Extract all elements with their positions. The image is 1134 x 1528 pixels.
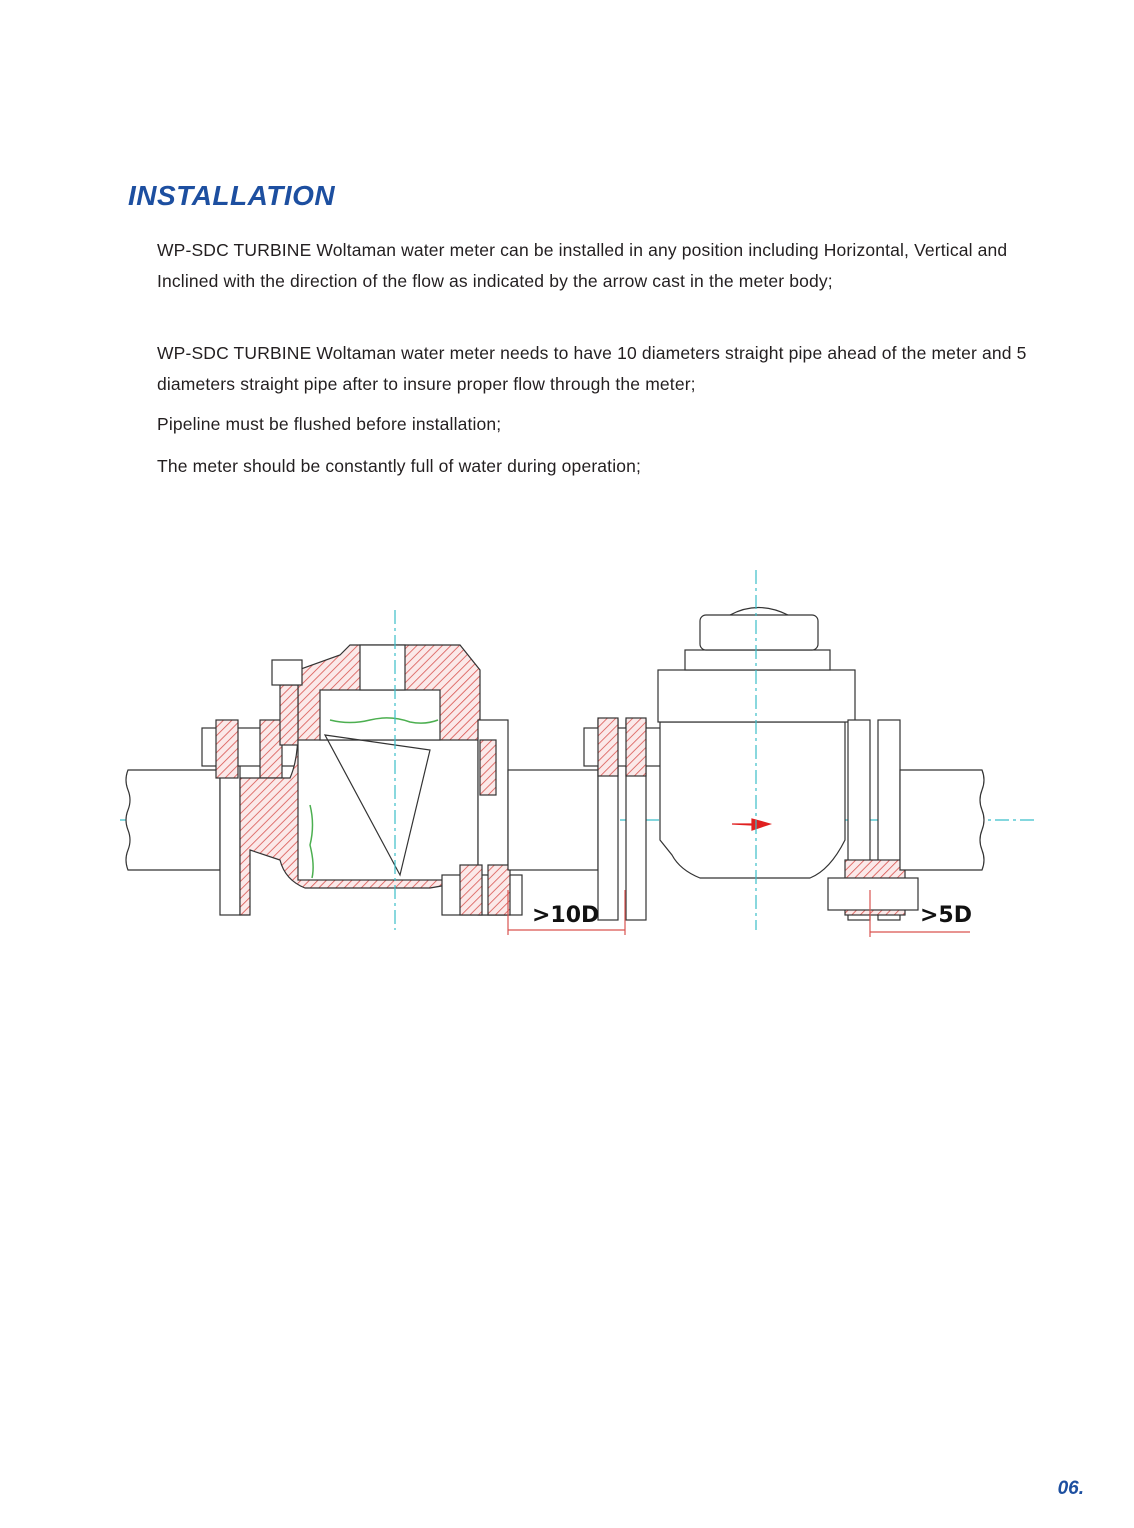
paragraph-straight-pipe: WP-SDC TURBINE Woltaman water meter needs to have 10 diameters straight pipe ahead of the meter and 5 diameters straight pipe after to insure proper flow through the meter; xyxy=(157,343,1027,394)
outlet-pipe xyxy=(900,770,984,870)
paragraph-full-of-water: The meter should be constantly full of water during operation; xyxy=(157,456,642,476)
strainer xyxy=(202,610,522,930)
page-number: 06. xyxy=(1057,1478,1084,1499)
paragraph-installation-position: WP-SDC TURBINE Woltaman water meter can be installed in any position including Horizontal, Vertical and Inclined with the direction of the flow as indicated by the arrow cast in the meter body; xyxy=(157,240,1008,291)
installation-diagram xyxy=(120,560,1040,940)
downstream-label: >5D xyxy=(920,903,973,928)
upstream-label: >10D xyxy=(532,903,600,928)
paragraph-flush-pipeline: Pipeline must be flushed before installation; xyxy=(157,414,502,434)
inlet-pipe xyxy=(126,770,220,870)
water-meter xyxy=(584,570,918,930)
page-title: INSTALLATION xyxy=(128,180,336,211)
middle-pipe xyxy=(508,770,598,870)
